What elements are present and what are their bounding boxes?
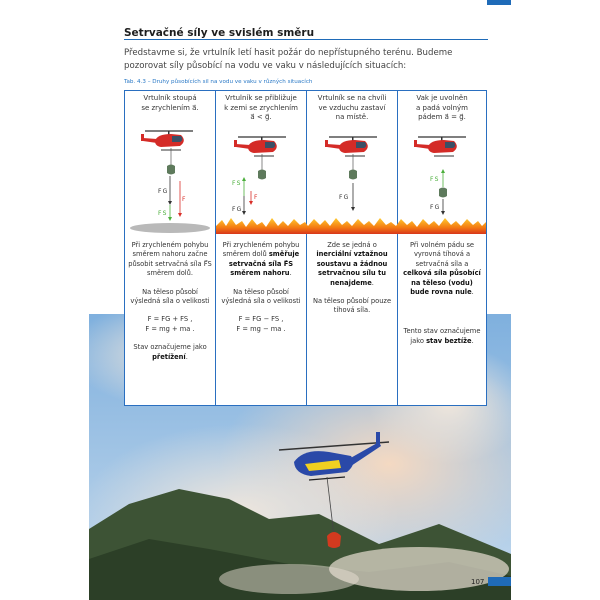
label-fg: F G xyxy=(158,188,168,195)
section-title: Setrvačné síly ve svislém směru xyxy=(124,27,315,39)
svg-text:F G: F G xyxy=(232,206,242,213)
forces-table xyxy=(124,90,487,406)
column-header: Vrtulník se přibližuje k zemi se zrychlením a⃗ < g⃗. xyxy=(224,94,298,121)
svg-text:F S: F S xyxy=(430,176,439,183)
table-column-hovering xyxy=(306,91,397,405)
table-column-descending xyxy=(215,91,306,405)
column-description: Při zrychleném pohybu směrem nahoru začne působit setrvačná síla F⃗S směrem dolů. Na těleso působí výsledná síla o velikosti F = FG + FS , F = mg + ma . Stav označujeme jako přetížení. xyxy=(128,241,212,361)
fire-strip xyxy=(216,216,486,234)
svg-text:F G: F G xyxy=(430,204,440,211)
helicopter-icon xyxy=(325,137,377,180)
falling-bag xyxy=(439,188,447,198)
label-fs: F S xyxy=(158,210,167,217)
table-column-ascending xyxy=(125,91,215,405)
table-caption: Tab. 4.3 – Druhy působících sil na vodu ve vaku v různých situacích xyxy=(124,79,313,85)
column-description: Při zrychleném pohybu směrem dolů směřuje setrvačná síla F⃗S směrem nahoru. Na těleso působí výsledná síla o velikosti F = FG − FS , F = mg − ma . xyxy=(221,241,301,333)
intro-paragraph: Představme si, že vrtulník letí hasit požár do nepřístupného terénu. Budeme pozorovat síly působící na vodu ve vaku v následujících situacích: xyxy=(124,48,453,71)
svg-text:F G: F G xyxy=(339,194,349,201)
section-title-rule xyxy=(124,39,488,40)
column-header: Vrtulník stoupá se zrychlením a⃗. xyxy=(141,94,199,112)
column-header: Vak je uvolněn a padá volným pádem a⃗ = g⃗. xyxy=(416,94,468,121)
helicopter-icon xyxy=(414,137,466,156)
table-column-free-fall xyxy=(397,91,486,405)
helicopter-icon xyxy=(141,131,193,175)
svg-text:F S: F S xyxy=(232,180,241,187)
ascending-illustration xyxy=(125,121,215,237)
svg-text:F: F xyxy=(254,194,258,201)
ground-shadow xyxy=(130,223,210,233)
column-header: Vrtulník se na chvíli ve vzduchu zastaví na místě. xyxy=(317,94,387,121)
page-number: 107 xyxy=(471,578,485,586)
label-f: F xyxy=(182,196,186,203)
page-corner-tab xyxy=(487,0,511,5)
page-number-bar xyxy=(488,577,511,586)
column-description: Zde se jedná o inerciální vztažnou soustavu a žádnou setrvačnou sílu tu nenajdeme. Na těleso působí pouze tíhová síla. xyxy=(312,241,392,315)
column-description: Při volném pádu se vyrovná tíhová a setrvačná síla a celková síla působící na těleso (vodu) bude rovna nule. Tento stav označujeme jako stav beztíže. xyxy=(403,241,481,345)
helicopter-icon xyxy=(234,137,286,180)
